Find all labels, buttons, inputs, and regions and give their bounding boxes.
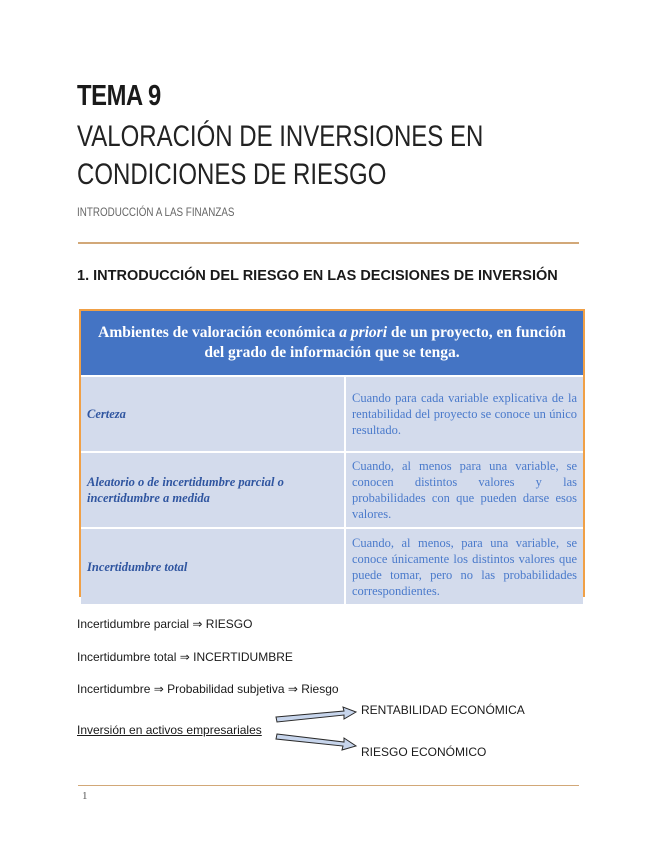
note-partial-uncertainty: Incertidumbre parcial ⇒ RIESGO: [77, 617, 253, 631]
row-description-incertidumbre: Cuando, al menos, para una variable, se conoce únicamente los distintos valores que puede tomar, pero no las probabilidades correspondientes.: [345, 528, 583, 604]
arrow-down-icon: [276, 734, 356, 750]
table-header: [81, 311, 583, 376]
table-row: [81, 452, 583, 528]
row-description-certeza: Cuando para cada variable explicativa de la rentabilidad del proyecto se conoce un único resultado.: [345, 376, 583, 452]
row-description-aleatorio: Cuando, al menos para una variable, se conocen distintos valores y las probabilidades con que pueden darse esos valores.: [345, 452, 583, 528]
table-header-text-end: de un proyecto, en función del grado de información que se tenga.: [204, 324, 566, 361]
row-type-incertidumbre: Incertidumbre total: [81, 528, 345, 604]
table-header-italic: a priori: [339, 324, 388, 341]
note-subjective-probability: Incertidumbre ⇒ Probabilidad subjetiva ⇒ Riesgo: [77, 682, 339, 696]
section-heading: 1. INTRODUCCIÓN DEL RIESGO EN LAS DECISIONES DE INVERSIÓN: [77, 268, 558, 284]
investment-label: Inversión en activos empresariales: [77, 723, 262, 737]
footer-divider: [78, 785, 579, 786]
subject-subtitle: INTRODUCCIÓN A LAS FINANZAS: [77, 205, 235, 219]
table-row: [81, 528, 583, 604]
note-total-uncertainty: Incertidumbre total ⇒ INCERTIDUMBRE: [77, 650, 293, 664]
document-title: VALORACIÓN DE INVERSIONES EN CONDICIONES DE RIESGO: [77, 120, 484, 191]
table-row: [81, 376, 583, 452]
topic-number: TEMA 9: [77, 80, 161, 112]
table-header-text-start: Ambientes de valoración económica: [98, 324, 340, 341]
row-type-certeza: Certeza: [81, 376, 345, 452]
outcome-economic-risk: RIESGO ECONÓMICO: [361, 745, 487, 759]
valuation-environments-table: [79, 309, 585, 597]
page-number: 1: [82, 790, 88, 802]
row-type-aleatorio: Aleatorio o de incertidumbre parcial o incertidumbre a medida: [81, 452, 345, 528]
arrow-up-icon: [276, 707, 356, 722]
outcome-economic-return: RENTABILIDAD ECONÓMICA: [361, 703, 525, 717]
header-divider: [78, 242, 579, 244]
diagram-arrows: [270, 698, 370, 760]
